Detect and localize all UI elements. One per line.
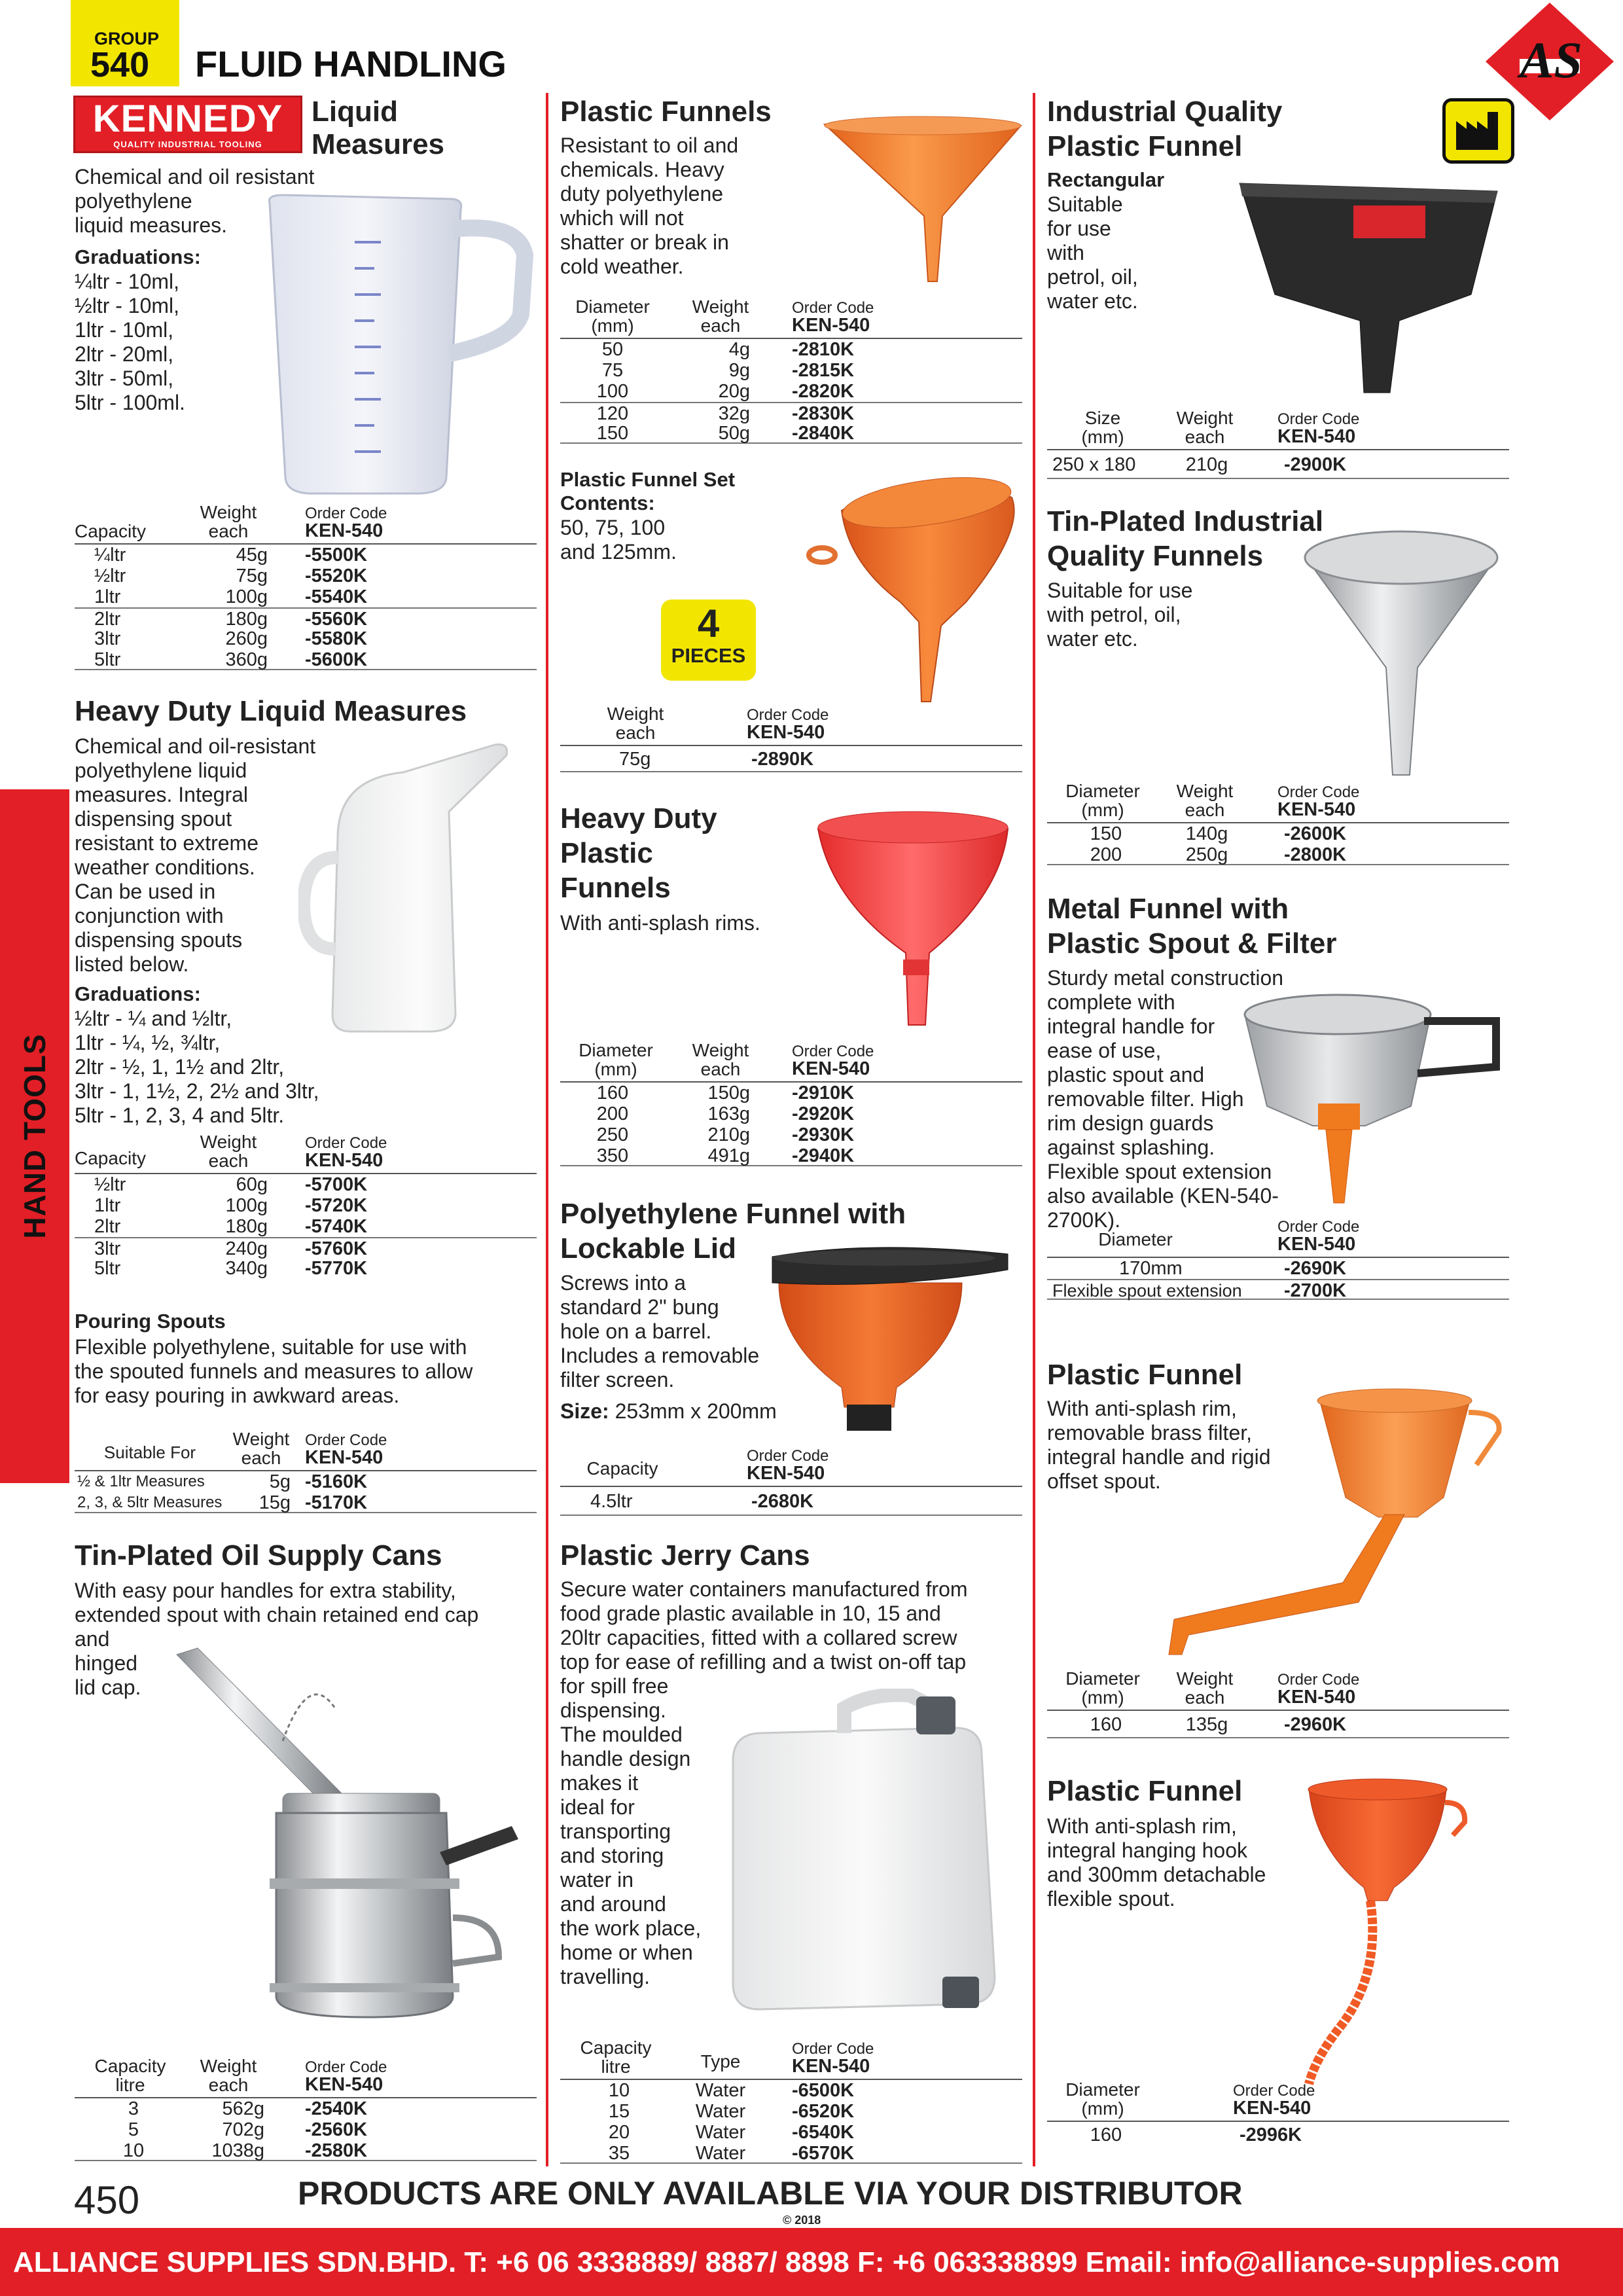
table-row: 2, 3, & 5ltr Measures 15g -5170K [75,1492,537,1513]
oil-cans-title: Tin-Plated Oil Supply Cans [75,1539,442,1571]
jerry-can-image [713,1689,1014,2016]
pieces-badge-number: 4 [697,601,720,645]
pouring-spouts-desc: Flexible polyethylene, suitable for use with the spouted funnels and measures to allow for easy pouring in awkward areas. [75,1335,473,1407]
table-row: 200 250g -2800K [1047,844,1509,865]
liquid-measures-title-2: Measures [312,128,445,160]
table-row: ½ltr 60g -5700K [94,1174,368,1195]
page-number: 450 [74,2178,140,2222]
table-row: 35 Water -6570K [560,2143,1022,2164]
table-row: 15 Water -6520K [608,2101,855,2122]
table-row: 100 20g -2820K [596,381,855,402]
lockable-funnel-image [766,1244,1014,1433]
table-row: 50 4g -2810K [601,339,855,360]
pouring-spouts-table: Suitable For Weight each Order Code KEN-540 ½ & 1ltr Measures 5g -5160K 2, 3, & 5ltr Measures 15g -5170K [75,1427,537,1513]
table-row: 3 562g -2540K [128,2098,368,2119]
table-row: Flexible spout extension -2700K [1047,1279,1509,1300]
group-number: 540 [90,45,150,84]
table-row: 350 491g -2940K [560,1145,1022,1166]
table-row: 2ltr 180g -5740K [94,1216,368,1237]
table-row: 150 140g -2600K [1090,823,1347,844]
plastic-funnels-desc: Resistant to oil and chemicals. Heavy duty polyethylene which will not shatter or break in cold weather. [560,134,739,278]
side-tab [0,789,69,1483]
lockable-funnel-size: Size: 253mm x 200mm [560,1399,777,1423]
tin-funnels-table: Diameter (mm) Weight each Order Code KEN-540 150 140g -2600K 200 250g -2800K [1047,775,1509,865]
funnel-set-desc: 50, 75, 100 and 125mm. [560,516,677,564]
plastic-funnel-image [818,111,1027,288]
table-row: 10 Water -6500K [608,2080,855,2101]
table-row: 200 163g -2920K [596,1103,855,1124]
heavy-duty-measures-desc: Chemical and oil-resistant polyethylene liquid measures. Integral dispensing spout resistant to extreme weather conditions. Can be used in conjunction with dispensing spouts listed below. [75,734,316,976]
industrial-funnel-title: Industrial Quality Plastic Funnel [1047,96,1283,162]
plastic-funnel-a-table: Diameter (mm) Weight each Order Code KEN-540 160 135g -2960K [1047,1662,1509,1738]
metal-funnel-table: Diameter Order Code KEN-540 170mm -2690K Flexible spout extension -2700K [1047,1216,1509,1300]
distributor-note: PRODUCTS ARE ONLY AVAILABLE VIA YOUR DISTRIBUTOR [298,2175,1243,2212]
logo-text: AS [1520,31,1582,88]
table-row: 3ltr 240g -5760K [75,1237,537,1258]
industrial-funnel-subtitle: Rectangular [1047,168,1165,191]
plastic-funnel-b-title: Plastic Funnel [1047,1775,1243,1807]
page-title: FLUID HANDLING [195,43,507,84]
tin-funnels-title: Tin-Plated Industrial Quality Funnels [1047,505,1324,572]
liquid-measures-table: Capacity Weight each Order Code KEN-540 ¼ltr 45g -5500K ½ltr 75g -5520K 1ltr 100g -5540K 2ltr 180g -5560K 3ltr 260g -5580K 5ltr 360g -5600K [75,500,537,670]
kennedy-logo-tagline: QUALITY INDUSTRIAL TOOLING [113,139,262,149]
group-label: GROUP [94,29,160,48]
table-row: 120 32g -2830K [560,402,1022,423]
plastic-funnel-a-image [1162,1386,1503,1659]
oil-cans-desc: With easy pour handles for extra stability, extended spout with chain retained end cap and hinged lid cap. [75,1579,479,1699]
plastic-funnel-a-desc: With anti-splash rim, removable brass filter, integral handle and rigid offset spout. [1047,1397,1271,1493]
plastic-funnel-a-title: Plastic Funnel [1047,1359,1243,1391]
funnel-set-table: Weight each Order Code KEN-540 75g -2890K [560,704,1022,772]
jerry-cans-title: Plastic Jerry Cans [560,1539,810,1571]
heavy-duty-funnel-image [812,802,1014,1026]
footer-bar [0,2228,1623,2296]
table-row: 160 -2996K [1090,2125,1302,2145]
table-row: 170mm -2690K [1119,1258,1347,1279]
funnel-set-title: Plastic Funnel Set [560,468,736,491]
funnel-set-contents-label: Contents: [560,492,655,514]
measuring-jug-image [257,190,542,497]
oil-can-image [171,1643,525,2022]
liquid-measures-title-1: Liquid [312,96,398,128]
liquid-measures-grads: ¼ltr - 10ml, ½ltr - 10ml, 1ltr - 10ml, 2ltr - 20ml, 3ltr - 50ml, 5ltr - 100ml. [75,270,185,414]
table-row: 1ltr 100g -5540K [94,586,368,607]
tin-funnels-desc: Suitable for use with petrol, oil, water etc. [1047,579,1193,651]
jerry-cans-desc: Secure water containers manufactured from food grade plastic available in 10, 15 and 20ltr capacities, fitted with a collared screw top for ease of refilling and a twist on-off tap for spill free dispensing. The moulded handle design makes it ideal for transporting and storing water in and around the work place, home or when travelling. [560,1577,968,1988]
metal-funnel-image [1241,988,1503,1204]
pieces-badge [661,600,756,681]
plastic-funnels-table: Diameter (mm) Weight each Order Code KEN-540 50 4g -2810K 75 9g -2815K 100 20g -2820K 120 32g -2830K 150 50g -2840K [560,291,1022,444]
kennedy-logo-text: KENNEDY [92,98,283,140]
table-row: ¼ltr 45g -5500K [94,545,368,565]
heavy-duty-jug-image [298,740,514,1034]
industrial-badge-icon [1442,98,1514,164]
table-row: 3ltr 260g -5580K [94,628,368,649]
pieces-badge-word: PIECES [671,644,746,667]
industrial-funnel-table: Size (mm) Weight each Order Code KEN-540 250 x 180 210g -2900K [1047,402,1509,479]
table-row: 5ltr 340g -5770K [94,1258,368,1279]
table-row: 4.5ltr -2680K [560,1487,1022,1516]
heavy-duty-funnels-desc: With anti-splash rims. [560,911,760,935]
side-tab-label: HAND TOOLS [18,1033,52,1239]
heavy-duty-funnels-title: Heavy Duty Plastic Funnels [560,802,717,904]
table-row: 5ltr 360g -5600K [75,649,537,670]
group-box [71,0,179,86]
funnel-set-image [802,471,1025,707]
lockable-funnel-title: Polyethylene Funnel with Lockable Lid [560,1198,906,1265]
table-row: 250 210g -2930K [596,1124,855,1145]
table-row: 160 135g -2960K [1047,1711,1509,1738]
lockable-funnel-table: Capacity Order Code KEN-540 4.5ltr -2680K [560,1439,1022,1516]
table-row: 75 9g -2815K [601,360,855,381]
table-row: 75g -2890K [560,746,1022,772]
heavy-duty-funnels-table: Diameter (mm) Weight each Order Code KEN-540 160 150g -2910K 200 163g -2920K 250 210g -2930K 350 491g -2940K [560,1034,1022,1166]
metal-funnel-desc: Sturdy metal construction complete with integral handle for ease of use, plastic spout and removable filter. High rim design guards against splashing. Flexible spout extension also available (KEN-540- 2700K). [1047,966,1284,1232]
table-row: 10 1038g -2580K [75,2140,537,2161]
plastic-funnel-b-image [1302,1776,1472,2090]
table-row: 5 702g -2560K [128,2119,368,2140]
industrial-funnel-image [1236,177,1510,399]
liquid-measures-grad-heading: Graduations: [75,245,201,268]
heavy-duty-measures-title: Heavy Duty Liquid Measures [75,695,467,727]
table-row: ½ & 1ltr Measures 5g -5160K [77,1471,368,1492]
table-row: 1ltr 100g -5720K [94,1195,368,1216]
table-row: ½ltr 75g -5520K [94,565,368,586]
copyright: © 2018 [783,2214,821,2227]
tin-funnel-image [1300,524,1503,776]
table-row: 2ltr 180g -5560K [75,607,537,628]
pouring-spouts-title: Pouring Spouts [75,1310,226,1333]
table-row: 160 150g -2910K [596,1083,855,1103]
metal-funnel-title: Metal Funnel with Plastic Spout & Filter [1047,893,1337,960]
plastic-funnel-b-desc: With anti-splash rim, integral hanging hook and 300mm detachable flexible spout. [1047,1814,1266,1910]
table-row: 150 50g -2840K [560,423,1022,444]
kennedy-logo [73,96,302,153]
heavy-duty-grads: ½ltr - ¼ and ½ltr, 1ltr - ¼, ½, ¾ltr, 2ltr - ½, 1, 1½ and 2ltr, 3ltr - 1, 1½, 2, 2½ and 3ltr, 5ltr - 1, 2, 3, 4 and 5ltr. [75,1007,319,1127]
table-row: 250 x 180 210g -2900K [1047,450,1509,479]
oil-cans-table: Capacity litre Weight each Order Code KEN-540 3 562g -2540K 5 702g -2560K 10 1038g -2580K [75,2056,537,2161]
industrial-funnel-desc: Suitable for use with petrol, oil, water etc. [1047,192,1138,313]
footer-contact: ALLIANCE SUPPLIES SDN.BHD. T: +6 06 3338889/ 8887/ 8898 F: +6 063338899 Email: info@alliance-supplies.com [13,2246,1560,2278]
plastic-funnel-b-table: Diameter (mm) Order Code KEN-540 160 -2996K [1047,2075,1509,2148]
column-divider [1033,93,1035,2166]
heavy-duty-measures-table: Capacity Weight each Order Code KEN-540 ½ltr 60g -5700K 1ltr 100g -5720K 2ltr 180g -5740K 3ltr 240g -5760K 5ltr 340g -5770K [75,1132,537,1279]
plastic-funnels-title: Plastic Funnels [560,96,772,128]
table-row: 20 Water -6540K [608,2122,855,2143]
jerry-cans-table: Capacity litre Type Order Code KEN-540 10 Water -6500K 15 Water -6520K 20 Water -6540K 35 Water -6570K [560,2033,1022,2164]
heavy-duty-grad-heading: Graduations: [75,982,201,1005]
lockable-funnel-desc: Screws into a standard 2" bung hole on a barrel. Includes a removable filter screen. [560,1271,760,1391]
column-divider [546,93,548,2166]
liquid-measures-desc: Chemical and oil resistant polyethylene liquid measures. [75,165,315,237]
